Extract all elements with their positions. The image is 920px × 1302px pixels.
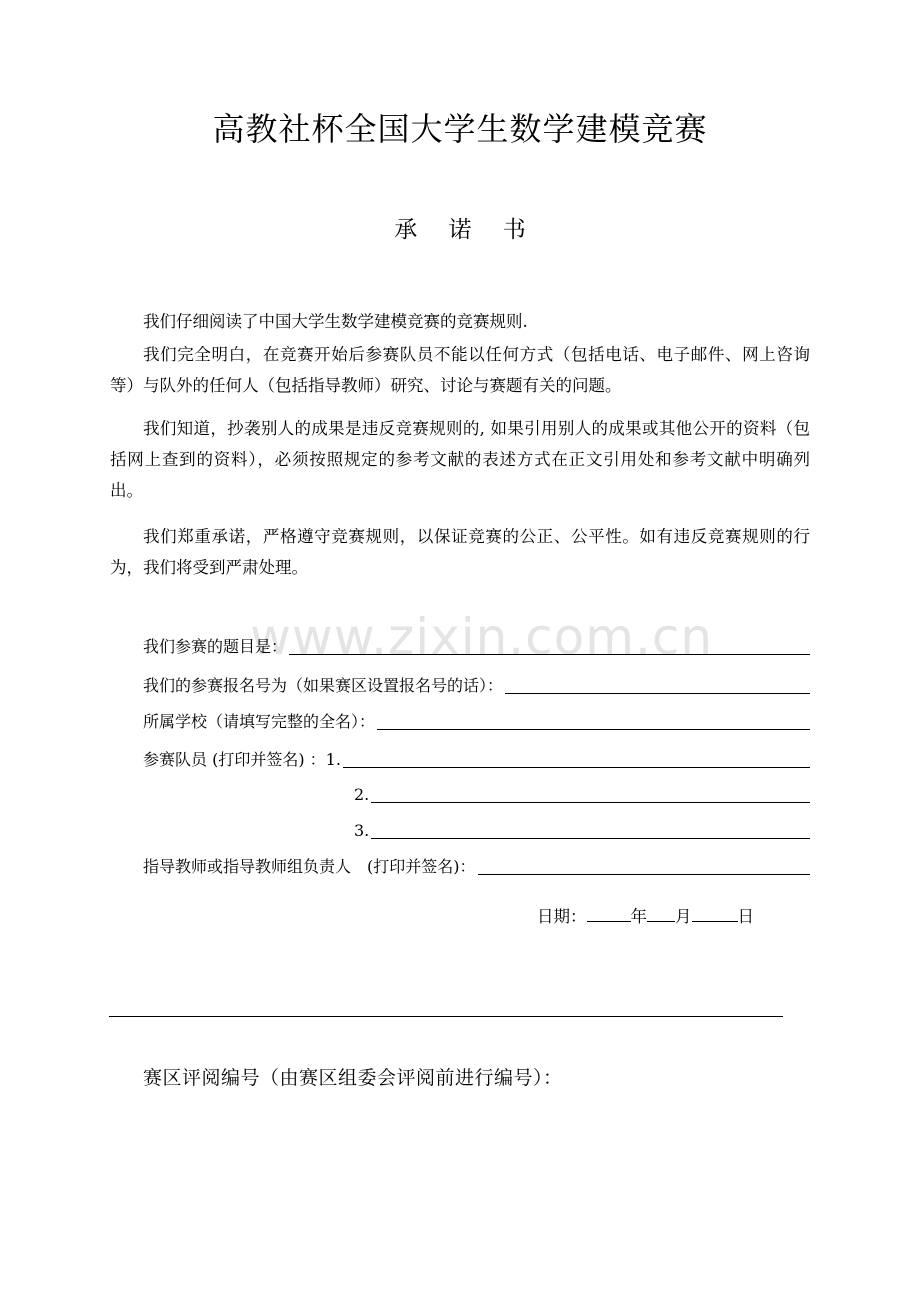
pledge-paragraph-2: 我们完全明白，在竞赛开始后参赛队员不能以任何方式（包括电话、电子邮件、网上咨询等）与队外的任何人（包括指导教师）研究、讨论与赛题有关的问题。 [110, 345, 810, 395]
advisor-input-line[interactable] [478, 874, 811, 875]
registration-number-label: 我们的参赛报名号为（如果赛区设置报名号的话）： [143, 676, 504, 695]
month-label: 月 [675, 907, 692, 926]
team-member-2-field [354, 776, 810, 806]
team-member-3-label: 3. [354, 821, 370, 840]
team-member-1-field [143, 741, 810, 771]
team-member-2-label: 2. [354, 785, 370, 804]
document-title: 高教社杯全国大学生数学建模竞赛 [212, 110, 708, 148]
advisor-field [143, 848, 810, 878]
topic-field [143, 628, 810, 658]
registration-number-input-line[interactable] [505, 693, 810, 694]
pledge-paragraph-3: 我们知道，抄袭别人的成果是违反竞赛规则的, 如果引用别人的成果或其他公开的资料（包括网上查到的资料），必须按照规定的参考文献的表述方式在正文引用处和参考文献中明确列出。 [110, 419, 810, 500]
month-blank[interactable] [647, 903, 675, 922]
review-number-label: 赛区评阅编号（由赛区组委会评阅前进行编号）： [143, 1067, 563, 1089]
date-label: 日期： [537, 907, 587, 926]
year-label: 年 [630, 907, 647, 926]
registration-number-field [143, 667, 810, 697]
day-blank[interactable] [692, 903, 738, 922]
topic-label: 我们参赛的题目是： [143, 637, 288, 656]
date-row [537, 903, 754, 930]
team-member-2-input-line[interactable] [371, 802, 810, 803]
advisor-label: 指导教师或指导教师组负责人 (打印并签名)： [143, 857, 476, 876]
team-member-1-input-line[interactable] [343, 767, 810, 768]
school-field [143, 703, 810, 733]
pledge-paragraph-1: 我们仔细阅读了中国大学生数学建模竞赛的竞赛规则. [143, 312, 528, 331]
year-blank[interactable] [587, 903, 631, 922]
team-member-3-input-line[interactable] [371, 838, 810, 839]
day-label: 日 [737, 907, 754, 926]
school-label: 所属学校（请填写完整的全名）： [143, 712, 376, 731]
watermark: www.zixin.com.cn [250, 608, 714, 666]
pledge-paragraph-4: 我们郑重承诺，严格遵守竞赛规则，以保证竞赛的公正、公平性。如有违反竞赛规则的行为，我们将受到严肃处理。 [110, 527, 810, 577]
school-input-line[interactable] [377, 729, 810, 730]
document-subtitle: 承 诺 书 [394, 217, 526, 243]
team-member-3-field [354, 812, 810, 842]
team-members-label: 参赛队员 (打印并签名) ：1. [143, 750, 341, 769]
section-divider [109, 1016, 783, 1017]
topic-input-line[interactable] [289, 654, 810, 655]
